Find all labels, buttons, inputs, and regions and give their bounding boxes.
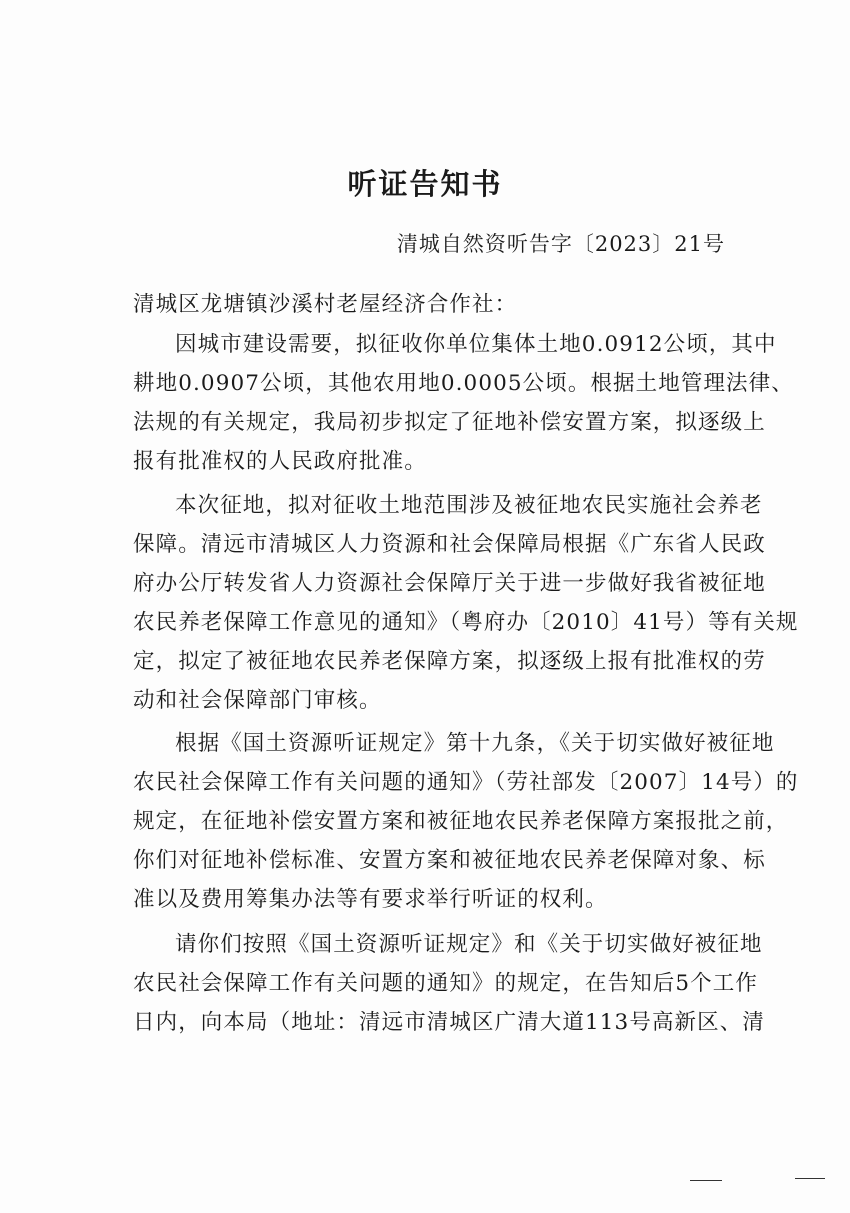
paragraph-line: 农民社会保障工作有关问题的通知》（劳社部发〔2007〕14号）的	[133, 770, 799, 795]
paragraph-line: 准以及费用筹集办法等有要求举行听证的权利。	[133, 887, 608, 912]
paragraph-line: 府办公厅转发省人力资源社会保障厅关于进一步做好我省被征地	[133, 571, 766, 596]
addressee: 清城区龙塘镇沙溪村老屋经济合作社：	[133, 292, 518, 317]
paragraph-line: 本次征地，拟对征收土地范围涉及被征地农民实施社会养老	[175, 493, 763, 518]
paragraph-line: 日内，向本局（地址：清远市清城区广清大道113号高新区、清	[133, 1010, 765, 1035]
paragraph-line: 根据《国土资源听证规定》第十九条，《关于切实做好被征地	[175, 731, 775, 756]
paragraph-line: 动和社会保障部门审核。	[133, 688, 382, 713]
document-title: 听证告知书	[347, 167, 503, 201]
paragraph-line: 报有批准权的人民政府批准。	[133, 449, 427, 474]
paragraph-line: 因城市建设需要，拟征收你单位集体土地0.0912公顷，其中	[175, 332, 777, 357]
paragraph-line: 规定，在征地补偿安置方案和被征地农民养老保障方案报批之前，	[133, 809, 789, 834]
paragraph-line: 保障。清远市清城区人力资源和社会保障局根据《广东省人民政	[133, 532, 766, 557]
paragraph-line: 定，拟定了被征地农民养老保障方案，拟逐级上报有批准权的劳	[133, 649, 766, 674]
paragraph-line: 耕地0.0907公顷，其他农用地0.0005公顷。根据土地管理法律、	[133, 371, 794, 396]
paragraph-line: 法规的有关规定，我局初步拟定了征地补偿安置方案，拟逐级上	[133, 410, 766, 435]
paragraph-line: 农民养老保障工作意见的通知》（粤府办〔2010〕41号）等有关规	[133, 610, 799, 635]
scan-mark	[690, 1180, 722, 1181]
document-number: 清城自然资听告字〔2023〕21号	[396, 232, 725, 256]
scan-mark	[795, 1178, 825, 1179]
paragraph-line: 农民社会保障工作有关问题的通知》的规定，在告知后5个工作	[133, 971, 758, 996]
paragraph-line: 你们对征地补偿标准、安置方案和被征地农民养老保障对象、标	[133, 848, 766, 873]
paragraph-line: 请你们按照《国土资源听证规定》和《关于切实做好被征地	[175, 932, 763, 957]
